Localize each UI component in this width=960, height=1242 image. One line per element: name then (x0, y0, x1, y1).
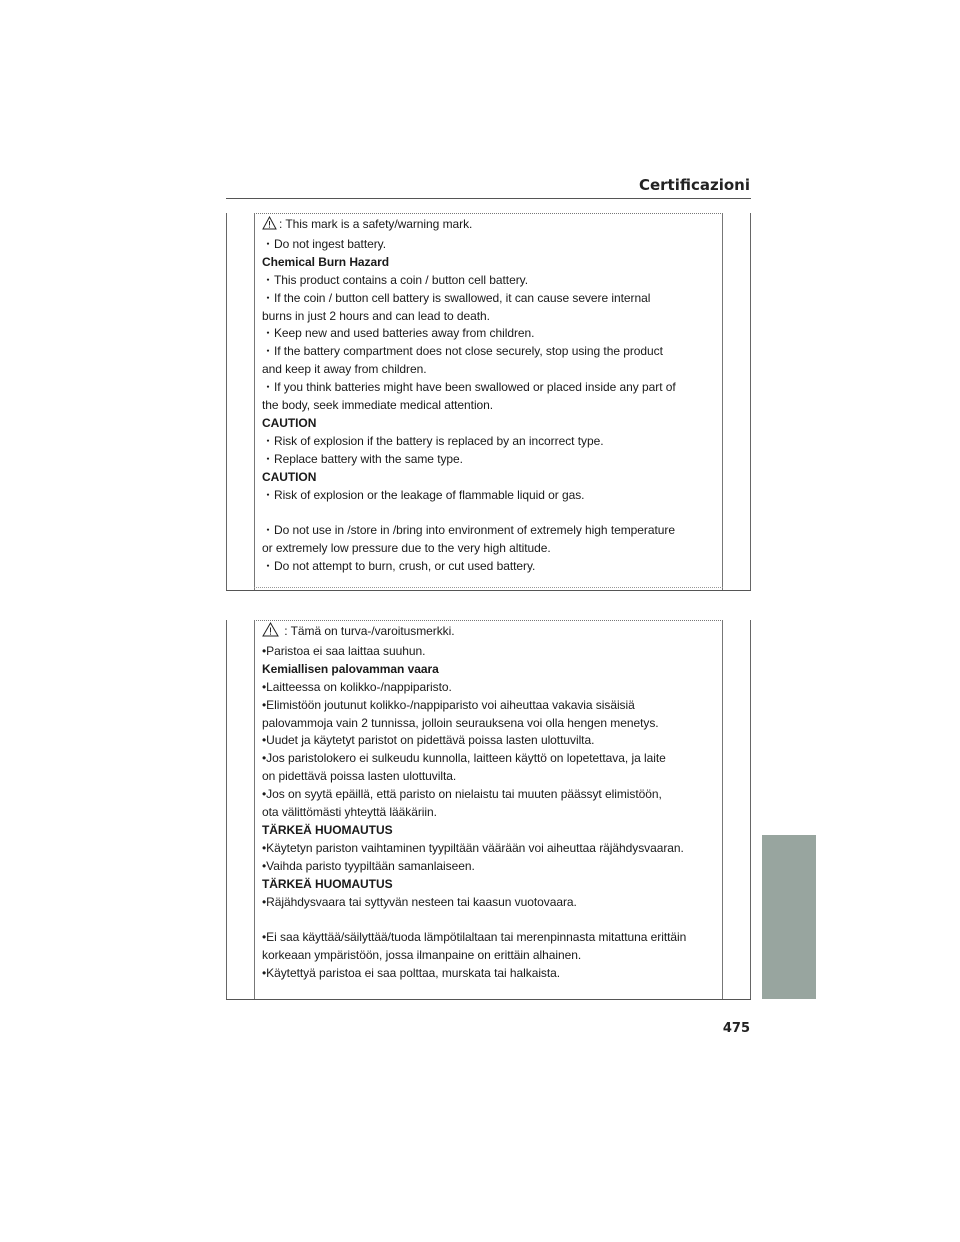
text-line: and keep it away from children. (262, 362, 427, 377)
text-line: •Ei saa käyttää/säilyttää/tuoda lämpötilaltaan tai merenpinnasta mitattuna erittäin (262, 930, 687, 945)
finnish-warning-panel (226, 620, 751, 1000)
finnish-warning-text (262, 622, 721, 983)
text-line: the body, seek immediate medical attention. (262, 398, 494, 413)
text-line: •Elimistöön joutunut kolikko-/nappiparisto voi aiheuttaa vakavia sisäisiä (262, 697, 635, 712)
page-number: 475 (722, 1021, 750, 1036)
warning-mark-line (262, 622, 721, 643)
text-line: •Jos on syytä epäillä, että paristo on nielaistu tai muuten päässyt elimistöön, (262, 787, 662, 802)
text-line: palovammoja vain 2 tunnissa, jolloin seurauksena voi olla hengen menetys. (262, 715, 659, 730)
text-line: ・Do not attempt to burn, crush, or cut used battery. (262, 559, 536, 574)
warning-mark-text: : This mark is a safety/warning mark. (279, 217, 473, 231)
text-line: •Käytetyn pariston vaihtaminen tyypiltään väärään voi aiheuttaa räjähdysvaaran. (262, 840, 684, 855)
header-rule (226, 198, 751, 199)
text-line: •Käytettyä paristoa ei saa polttaa, murskata tai halkaista. (262, 966, 561, 981)
text-line: or extremely low pressure due to the very high altitude. (262, 541, 551, 556)
text-line: burns in just 2 hours and can lead to death. (262, 308, 490, 323)
english-warning-panel (226, 213, 751, 591)
english-warning-text (262, 216, 721, 576)
text-line: ・Risk of explosion or the leakage of flammable liquid or gas. (262, 487, 585, 502)
heading-caution: TÄRKEÄ HUOMAUTUS (262, 822, 393, 837)
warning-mark-line (262, 216, 721, 236)
heading-chemical-burn: Chemical Burn Hazard (262, 254, 390, 269)
text-line: ・If the coin / button cell battery is swallowed, it can cause severe internal (262, 290, 651, 305)
text-line: ・Keep new and used batteries away from children. (262, 326, 535, 341)
chapter-side-tab (762, 835, 816, 999)
warning-mark-text: : Tämä on turva-/varoitusmerkki. (281, 624, 455, 638)
text-line: •Uudet ja käytetyt paristot on pidettävä poissa lasten ulottuvilta. (262, 733, 595, 748)
heading-caution: CAUTION (262, 469, 317, 484)
text-line: ・If you think batteries might have been swallowed or placed inside any part of (262, 380, 676, 395)
text-line: ・Replace battery with the same type. (262, 451, 463, 466)
text-line: ・Do not use in /store in /bring into environment of extremely high temperature (262, 523, 675, 538)
text-line: •Laitteessa on kolikko-/nappiparisto. (262, 679, 452, 694)
text-line: ・Do not ingest battery. (262, 236, 387, 251)
text-line: on pidettävä poissa lasten ulottuvilta. (262, 769, 457, 784)
text-line: •Paristoa ei saa laittaa suuhun. (262, 643, 426, 658)
text-line: •Vaihda paristo tyypiltään samanlaiseen. (262, 858, 475, 873)
text-line: •Räjähdysvaara tai syttyvän nesteen tai kaasun vuotovaara. (262, 894, 577, 909)
warning-triangle-icon (262, 216, 277, 236)
heading-caution: TÄRKEÄ HUOMAUTUS (262, 876, 393, 891)
heading-chemical-burn: Kemiallisen palovamman vaara (262, 661, 439, 676)
section-title: Certificazioni (638, 176, 750, 194)
text-line: ・Risk of explosion if the battery is replaced by an incorrect type. (262, 433, 604, 448)
warning-triangle-icon (262, 622, 279, 643)
text-line: korkeaan ympäristöön, jossa ilmanpaine on erittäin alhainen. (262, 948, 582, 963)
heading-caution: CAUTION (262, 415, 317, 430)
text-line: ・If the battery compartment does not close securely, stop using the product (262, 344, 663, 359)
text-line: •Jos paristolokero ei sulkeudu kunnolla, laitteen käyttö on lopetettava, ja laite (262, 751, 666, 766)
text-line: ota välittömästi yhteyttä lääkäriin. (262, 805, 437, 820)
text-line: ・This product contains a coin / button cell battery. (262, 272, 528, 287)
